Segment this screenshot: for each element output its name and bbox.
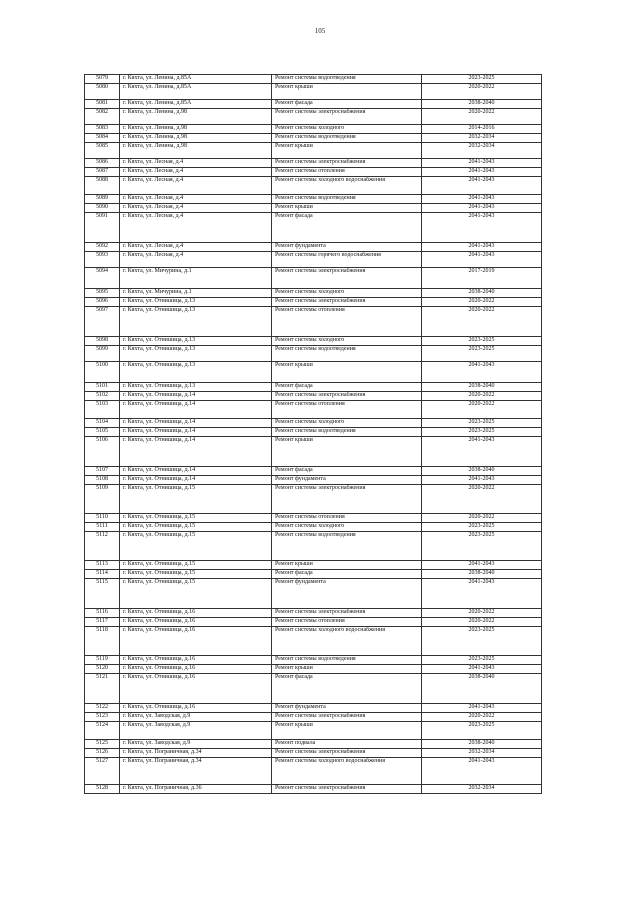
table-row [85, 476, 542, 485]
address-cell: г. Кяхта, ул. Отнишица, д.16 [120, 609, 272, 618]
address-cell: г. Кяхта, ул. Отнишица, д.14 [120, 392, 272, 401]
period-cell: 2032-2034 [422, 785, 542, 794]
table-row [85, 428, 542, 437]
table-row [85, 298, 542, 307]
address-cell: г. Кяхта, ул. Отнишица, д.16 [120, 656, 272, 665]
period-cell: 2014-2016 [422, 125, 542, 134]
table-row [85, 514, 542, 523]
table-row [85, 437, 542, 467]
table-row [85, 168, 542, 177]
address-cell: г. Кяхта, ул. Пограничная, д.34 [120, 749, 272, 758]
period-cell: 2041-2043 [422, 243, 542, 252]
address-cell: г. Кяхта, ул. Отнишица, д.16 [120, 665, 272, 674]
address-cell: г. Кяхта, ул. Отнишица, д.13 [120, 383, 272, 392]
table-row [85, 268, 542, 289]
row-number-cell: 5128 [85, 785, 120, 794]
work-type-cell: Ремонт фасада [272, 213, 422, 243]
address-cell: г. Кяхта, ул. Лесная, д.4 [120, 168, 272, 177]
address-cell: г. Кяхта, ул. Отнишица, д.15 [120, 579, 272, 609]
row-number-cell: 5096 [85, 298, 120, 307]
row-number-cell: 5109 [85, 485, 120, 514]
table-row [85, 204, 542, 213]
row-number-cell: 5107 [85, 467, 120, 476]
period-cell: 2020-2022 [422, 298, 542, 307]
address-cell: г. Кяхта, ул. Отнишица, д.13 [120, 298, 272, 307]
work-type-cell: Ремонт крыши [272, 722, 422, 740]
period-cell: 2041-2043 [422, 437, 542, 467]
work-type-cell: Ремонт крыши [272, 561, 422, 570]
work-type-cell: Ремонт системы холодного [272, 289, 422, 298]
address-cell: г. Кяхта, ул. Отнишица, д.15 [120, 570, 272, 579]
period-cell: 2017-2019 [422, 268, 542, 289]
period-cell: 2023-2025 [422, 532, 542, 561]
address-cell: г. Кяхта, ул. Отнишица, д.14 [120, 428, 272, 437]
row-number-cell: 5098 [85, 337, 120, 346]
work-type-cell: Ремонт системы водоотведения [272, 75, 422, 84]
period-cell: 2038-2040 [422, 467, 542, 476]
row-number-cell: 5085 [85, 143, 120, 159]
table-row [85, 758, 542, 785]
row-number-cell: 5114 [85, 570, 120, 579]
address-cell: г. Кяхта, ул. Лесная, д.4 [120, 204, 272, 213]
work-type-cell: Ремонт крыши [272, 204, 422, 213]
work-type-cell: Ремонт системы электроснабжения [272, 159, 422, 168]
work-type-cell: Ремонт системы водоотведения [272, 195, 422, 204]
address-cell: г. Кяхта, ул. Лесная, д.4 [120, 213, 272, 243]
table-row [85, 134, 542, 143]
period-cell: 2020-2022 [422, 618, 542, 627]
period-cell: 2023-2025 [422, 722, 542, 740]
period-cell: 2020-2022 [422, 514, 542, 523]
period-cell: 2041-2043 [422, 579, 542, 609]
period-cell: 2038-2040 [422, 289, 542, 298]
address-cell: г. Кяхта, ул. Отнишица, д.15 [120, 561, 272, 570]
address-cell: г. Кяхта, ул. Отнишица, д.15 [120, 485, 272, 514]
table-row [85, 109, 542, 125]
period-cell: 2020-2022 [422, 307, 542, 337]
work-type-cell: Ремонт системы отопления [272, 514, 422, 523]
period-cell: 2041-2043 [422, 758, 542, 785]
period-cell: 2020-2022 [422, 609, 542, 618]
period-cell: 2041-2043 [422, 213, 542, 243]
row-number-cell: 5095 [85, 289, 120, 298]
address-cell: г. Кяхта, ул. Ленина, д.85А [120, 84, 272, 100]
row-number-cell: 5111 [85, 523, 120, 532]
row-number-cell: 5087 [85, 168, 120, 177]
row-number-cell: 5090 [85, 204, 120, 213]
address-cell: г. Кяхта, ул. Отнишица, д.13 [120, 307, 272, 337]
row-number-cell: 5093 [85, 252, 120, 268]
address-cell: г. Кяхта, ул. Ленина, д.98 [120, 125, 272, 134]
work-type-cell: Ремонт системы электроснабжения [272, 609, 422, 618]
table-row [85, 785, 542, 794]
work-type-cell: Ремонт фундамента [272, 243, 422, 252]
work-type-cell: Ремонт крыши [272, 665, 422, 674]
table-row [85, 579, 542, 609]
row-number-cell: 5127 [85, 758, 120, 785]
period-cell: 2041-2043 [422, 159, 542, 168]
period-cell: 2041-2043 [422, 665, 542, 674]
work-type-cell: Ремонт системы холодного водоснабжения [272, 758, 422, 785]
table-row [85, 75, 542, 84]
address-cell: г. Кяхта, ул. Ленина, д.85А [120, 75, 272, 84]
row-number-cell: 5124 [85, 722, 120, 740]
page-number: 105 [314, 27, 326, 35]
table-row [85, 143, 542, 159]
period-cell: 2038-2040 [422, 674, 542, 704]
table-row [85, 665, 542, 674]
row-number-cell: 5110 [85, 514, 120, 523]
table-row [85, 532, 542, 561]
work-type-cell: Ремонт фасада [272, 100, 422, 109]
table-row [85, 609, 542, 618]
row-number-cell: 5086 [85, 159, 120, 168]
table-row [85, 713, 542, 722]
work-type-cell: Ремонт фундамента [272, 476, 422, 485]
period-cell: 2023-2025 [422, 627, 542, 656]
table-row [85, 100, 542, 109]
work-type-cell: Ремонт фундамента [272, 579, 422, 609]
table-row [85, 84, 542, 100]
address-cell: г. Кяхта, ул. Мичурина, д.1 [120, 268, 272, 289]
address-cell: г. Кяхта, ул. Пограничная, д.34 [120, 758, 272, 785]
row-number-cell: 5084 [85, 134, 120, 143]
period-cell: 2032-2034 [422, 134, 542, 143]
row-number-cell: 5112 [85, 532, 120, 561]
period-cell: 2041-2043 [422, 195, 542, 204]
row-number-cell: 5123 [85, 713, 120, 722]
row-number-cell: 5089 [85, 195, 120, 204]
table-body [85, 75, 542, 794]
row-number-cell: 5079 [85, 75, 120, 84]
period-cell: 2032-2034 [422, 143, 542, 159]
row-number-cell: 5105 [85, 428, 120, 437]
repair-schedule-table [84, 74, 542, 794]
table-row [85, 656, 542, 665]
row-number-cell: 5080 [85, 84, 120, 100]
address-cell: г. Кяхта, ул. Ленина, д.85А [120, 100, 272, 109]
row-number-cell: 5094 [85, 268, 120, 289]
period-cell: 2023-2025 [422, 419, 542, 428]
table-row [85, 419, 542, 428]
address-cell: г. Кяхта, ул. Отнишица, д.15 [120, 523, 272, 532]
work-type-cell: Ремонт системы холодного [272, 125, 422, 134]
table-row [85, 561, 542, 570]
period-cell: 2038-2040 [422, 570, 542, 579]
table-row [85, 485, 542, 514]
period-cell: 2041-2043 [422, 476, 542, 485]
row-number-cell: 5113 [85, 561, 120, 570]
table-row [85, 570, 542, 579]
row-number-cell: 5101 [85, 383, 120, 392]
address-cell: г. Кяхта, ул. Пограничная, д.36 [120, 785, 272, 794]
table-row [85, 627, 542, 656]
work-type-cell: Ремонт системы электроснабжения [272, 298, 422, 307]
address-cell: г. Кяхта, ул. Отнишица, д.13 [120, 337, 272, 346]
period-cell: 2041-2043 [422, 561, 542, 570]
row-number-cell: 5082 [85, 109, 120, 125]
table-row [85, 125, 542, 134]
address-cell: г. Кяхта, ул. Ленина, д.98 [120, 109, 272, 125]
address-cell: г. Кяхта, ул. Лесная, д.4 [120, 252, 272, 268]
table-row [85, 252, 542, 268]
row-number-cell: 5119 [85, 656, 120, 665]
table-row [85, 704, 542, 713]
address-cell: г. Кяхта, ул. Мичурина, д.1 [120, 289, 272, 298]
address-cell: г. Кяхта, ул. Лесная, д.4 [120, 159, 272, 168]
work-type-cell: Ремонт системы электроснабжения [272, 785, 422, 794]
work-type-cell: Ремонт крыши [272, 437, 422, 467]
work-type-cell: Ремонт системы холодного [272, 523, 422, 532]
work-type-cell: Ремонт крыши [272, 143, 422, 159]
row-number-cell: 5125 [85, 740, 120, 749]
period-cell: 2041-2043 [422, 362, 542, 383]
work-type-cell: Ремонт системы электроснабжения [272, 109, 422, 125]
period-cell: 2023-2025 [422, 346, 542, 362]
period-cell: 2023-2025 [422, 523, 542, 532]
period-cell: 2038-2040 [422, 383, 542, 392]
address-cell: г. Кяхта, ул. Отнишица, д.14 [120, 401, 272, 419]
address-cell: г. Кяхта, ул. Лесная, д.4 [120, 243, 272, 252]
row-number-cell: 5083 [85, 125, 120, 134]
row-number-cell: 5102 [85, 392, 120, 401]
row-number-cell: 5126 [85, 749, 120, 758]
address-cell: г. Кяхта, ул. Отнишица, д.13 [120, 362, 272, 383]
address-cell: г. Кяхта, ул. Заводская, д.9 [120, 722, 272, 740]
work-type-cell: Ремонт системы отопления [272, 618, 422, 627]
address-cell: г. Кяхта, ул. Отнишица, д.16 [120, 674, 272, 704]
table-row [85, 362, 542, 383]
work-type-cell: Ремонт системы отопления [272, 168, 422, 177]
row-number-cell: 5099 [85, 346, 120, 362]
table-row [85, 383, 542, 392]
work-type-cell: Ремонт системы отопления [272, 307, 422, 337]
period-cell: 2041-2043 [422, 168, 542, 177]
table-row [85, 467, 542, 476]
period-cell: 2020-2022 [422, 392, 542, 401]
work-type-cell: Ремонт системы электроснабжения [272, 713, 422, 722]
row-number-cell: 5121 [85, 674, 120, 704]
work-type-cell: Ремонт системы электроснабжения [272, 485, 422, 514]
work-type-cell: Ремонт крыши [272, 84, 422, 100]
address-cell: г. Кяхта, ул. Отнишица, д.13 [120, 346, 272, 362]
address-cell: г. Кяхта, ул. Отнишица, д.16 [120, 618, 272, 627]
address-cell: г. Кяхта, ул. Отнишица, д.14 [120, 467, 272, 476]
table-row [85, 392, 542, 401]
table-row [85, 337, 542, 346]
address-cell: г. Кяхта, ул. Отнишица, д.16 [120, 627, 272, 656]
table-row [85, 346, 542, 362]
work-type-cell: Ремонт системы отопления [272, 401, 422, 419]
row-number-cell: 5115 [85, 579, 120, 609]
table-row [85, 159, 542, 168]
period-cell: 2023-2025 [422, 337, 542, 346]
period-cell: 2023-2025 [422, 656, 542, 665]
row-number-cell: 5092 [85, 243, 120, 252]
period-cell: 2038-2040 [422, 740, 542, 749]
work-type-cell: Ремонт системы водоотведения [272, 532, 422, 561]
table-row [85, 307, 542, 337]
row-number-cell: 5116 [85, 609, 120, 618]
work-type-cell: Ремонт фасада [272, 570, 422, 579]
address-cell: г. Кяхта, ул. Ленина, д.98 [120, 134, 272, 143]
table-row [85, 674, 542, 704]
address-cell: г. Кяхта, ул. Заводская, д.9 [120, 713, 272, 722]
row-number-cell: 5091 [85, 213, 120, 243]
work-type-cell: Ремонт системы электроснабжения [272, 392, 422, 401]
table-row [85, 213, 542, 243]
period-cell: 2020-2022 [422, 109, 542, 125]
work-type-cell: Ремонт подвала [272, 740, 422, 749]
period-cell: 2041-2043 [422, 704, 542, 713]
table-row [85, 401, 542, 419]
period-cell: 2023-2025 [422, 75, 542, 84]
row-number-cell: 5122 [85, 704, 120, 713]
row-number-cell: 5108 [85, 476, 120, 485]
work-type-cell: Ремонт системы холодного водоснабжения [272, 627, 422, 656]
address-cell: г. Кяхта, ул. Отнишица, д.14 [120, 437, 272, 467]
period-cell: 2038-2040 [422, 100, 542, 109]
address-cell: г. Кяхта, ул. Лесная, д.4 [120, 177, 272, 195]
address-cell: г. Кяхта, ул. Ленина, д.98 [120, 143, 272, 159]
period-cell: 2020-2022 [422, 713, 542, 722]
work-type-cell: Ремонт крыши [272, 362, 422, 383]
work-type-cell: Ремонт системы водоотведения [272, 428, 422, 437]
work-type-cell: Ремонт фасада [272, 467, 422, 476]
address-cell: г. Кяхта, ул. Отнишица, д.15 [120, 514, 272, 523]
row-number-cell: 5100 [85, 362, 120, 383]
row-number-cell: 5117 [85, 618, 120, 627]
table-row [85, 749, 542, 758]
work-type-cell: Ремонт системы электроснабжения [272, 749, 422, 758]
address-cell: г. Кяхта, ул. Отнишица, д.15 [120, 532, 272, 561]
row-number-cell: 5120 [85, 665, 120, 674]
row-number-cell: 5118 [85, 627, 120, 656]
work-type-cell: Ремонт системы холодного [272, 337, 422, 346]
work-type-cell: Ремонт системы горячего водоснабжения [272, 252, 422, 268]
work-type-cell: Ремонт фасада [272, 674, 422, 704]
row-number-cell: 5104 [85, 419, 120, 428]
address-cell: г. Кяхта, ул. Отнишица, д.14 [120, 419, 272, 428]
table-row [85, 740, 542, 749]
work-type-cell: Ремонт системы холодного [272, 419, 422, 428]
period-cell: 2041-2043 [422, 177, 542, 195]
work-type-cell: Ремонт системы водоотведения [272, 656, 422, 665]
period-cell: 2023-2025 [422, 428, 542, 437]
address-cell: г. Кяхта, ул. Отнишица, д.16 [120, 704, 272, 713]
period-cell: 2041-2043 [422, 252, 542, 268]
work-type-cell: Ремонт системы холодного водоснабжения [272, 177, 422, 195]
work-type-cell: Ремонт системы водоотведения [272, 134, 422, 143]
period-cell: 2020-2022 [422, 84, 542, 100]
period-cell: 2041-2043 [422, 204, 542, 213]
table-row [85, 289, 542, 298]
table-row [85, 722, 542, 740]
row-number-cell: 5081 [85, 100, 120, 109]
address-cell: г. Кяхта, ул. Лесная, д.4 [120, 195, 272, 204]
row-number-cell: 5106 [85, 437, 120, 467]
table-row [85, 243, 542, 252]
table-row [85, 523, 542, 532]
work-type-cell: Ремонт системы электроснабжения [272, 268, 422, 289]
table-row [85, 618, 542, 627]
table-row [85, 177, 542, 195]
row-number-cell: 5097 [85, 307, 120, 337]
period-cell: 2032-2034 [422, 749, 542, 758]
table-row [85, 195, 542, 204]
row-number-cell: 5103 [85, 401, 120, 419]
address-cell: г. Кяхта, ул. Заводская, д.9 [120, 740, 272, 749]
period-cell: 2020-2022 [422, 485, 542, 514]
work-type-cell: Ремонт системы водоотведения [272, 346, 422, 362]
period-cell: 2020-2022 [422, 401, 542, 419]
work-type-cell: Ремонт фасада [272, 383, 422, 392]
address-cell: г. Кяхта, ул. Отнишица, д.14 [120, 476, 272, 485]
row-number-cell: 5088 [85, 177, 120, 195]
work-type-cell: Ремонт фундамента [272, 704, 422, 713]
